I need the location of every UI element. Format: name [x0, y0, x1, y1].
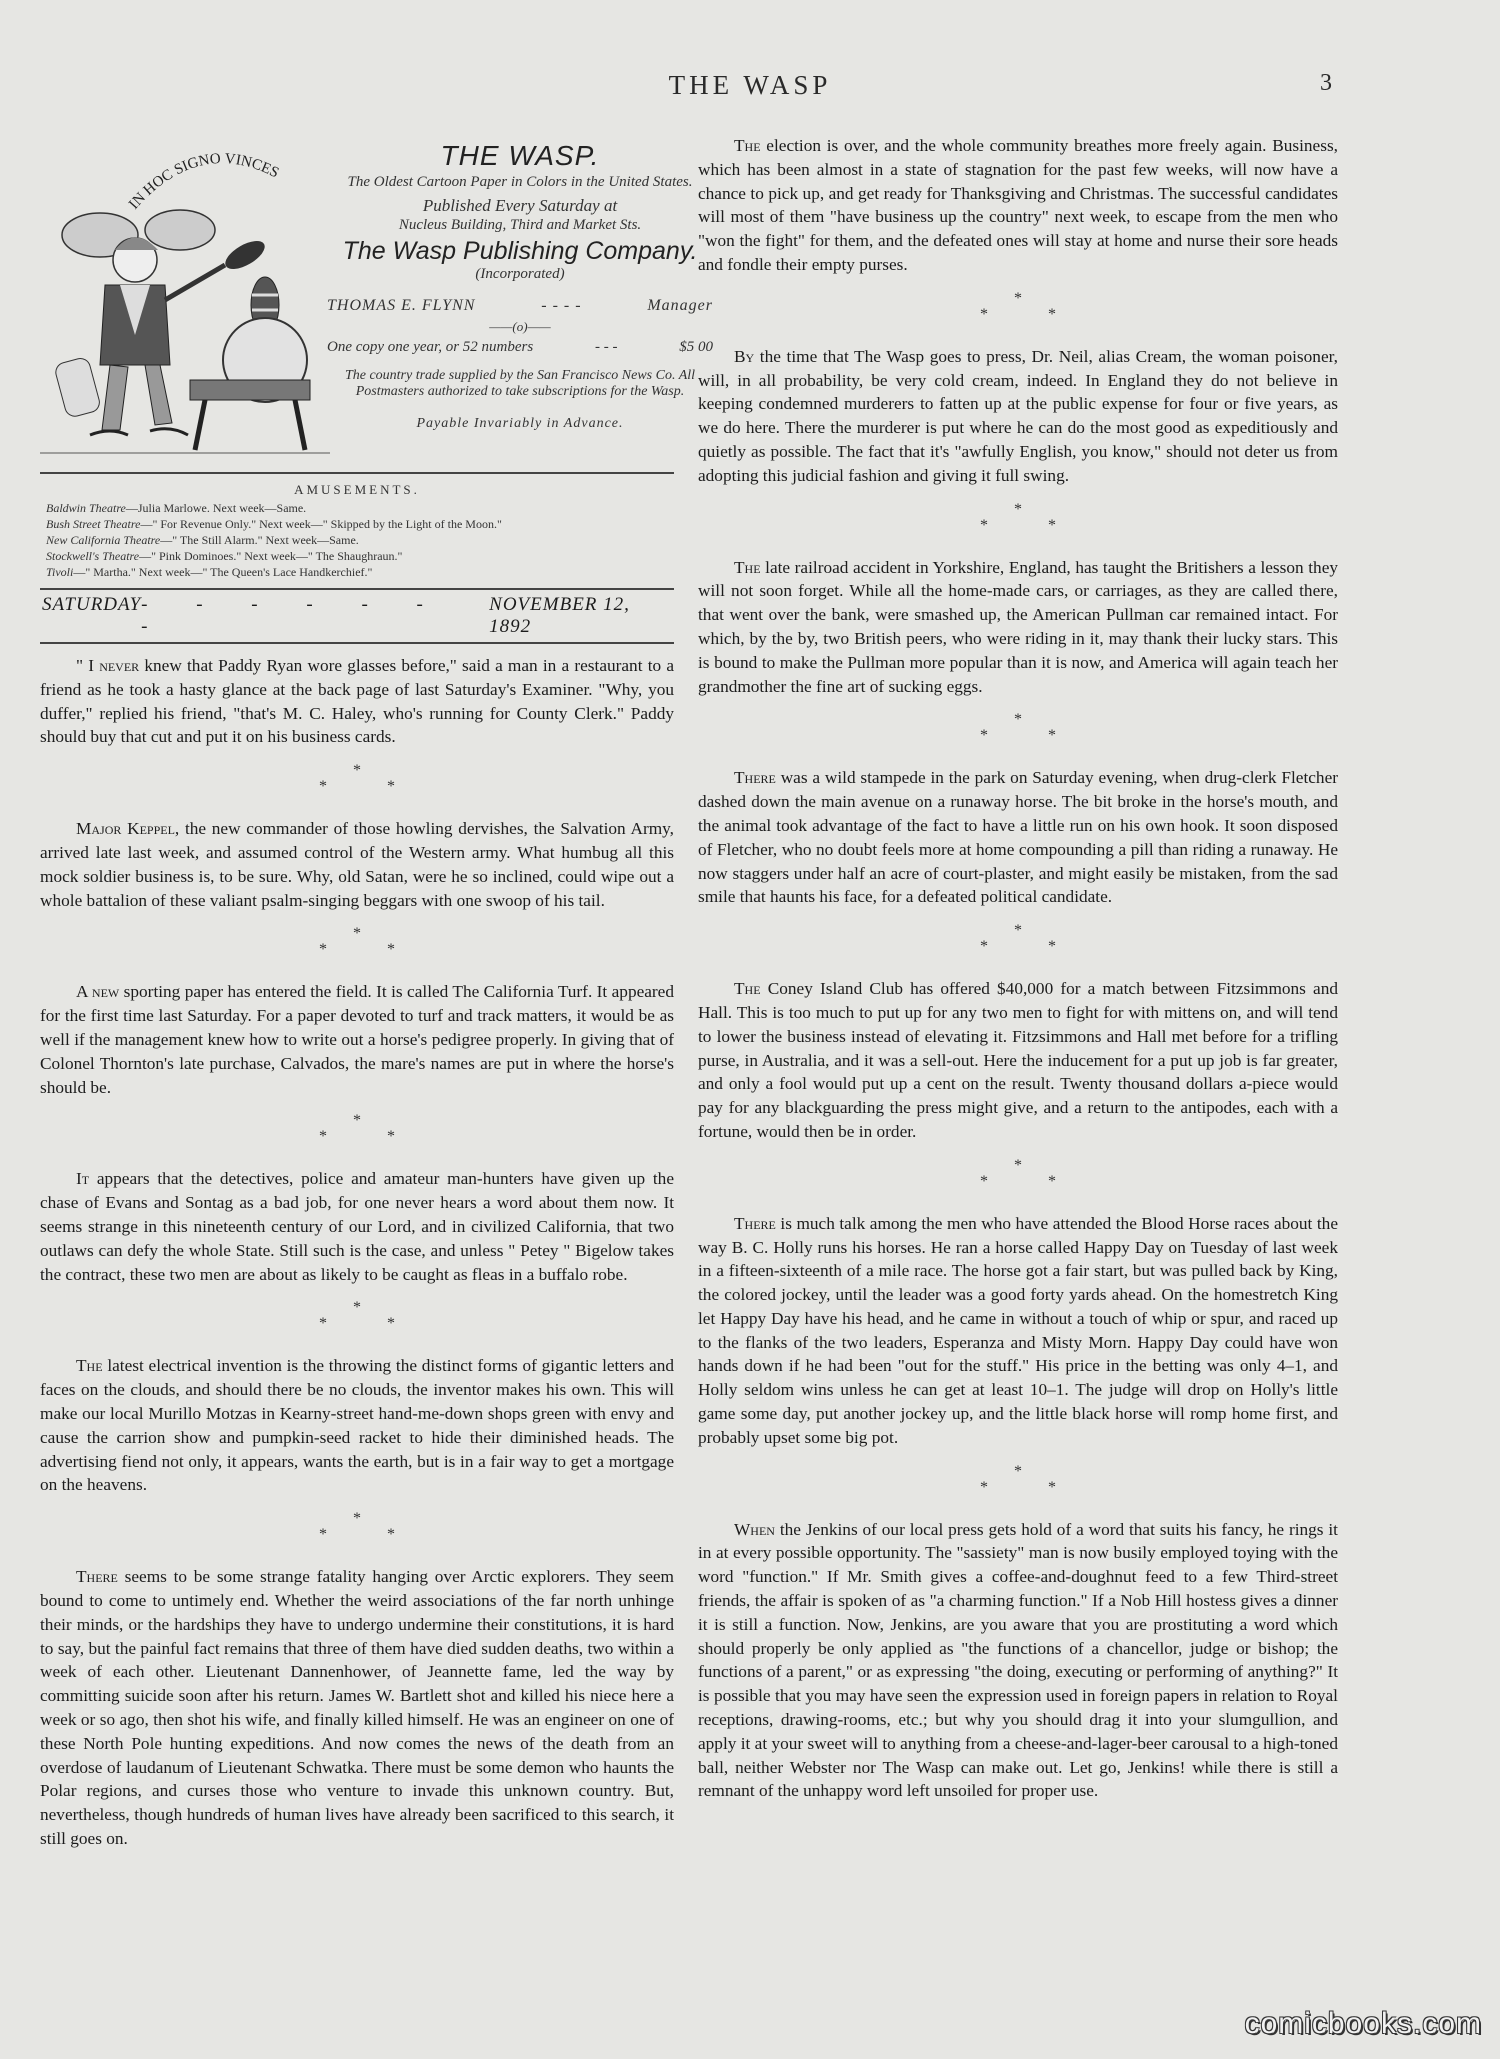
asterism-separator: * * * — [980, 289, 1084, 323]
left-column — [40, 130, 713, 1851]
price-value: $5 00 — [679, 339, 713, 355]
article-paragraph — [698, 1212, 1338, 1450]
svg-text:IN HOC SIGNO VINCES — [126, 151, 281, 213]
manager-title: Manager — [647, 297, 713, 314]
masthead-divider: ——(o)—— — [489, 319, 551, 334]
price-label: One copy one year, or 52 numbers — [327, 339, 534, 355]
paragraph-text: appears that the detectives, police and amateur man-hunters have given up the chase of Evans and Sontag as a bad job, for one never hears a word about them now. It seems strange in this nineteenth century of our Lord, and in civilized California, that two outlaws can defy the whole State. Still such is the case, and unless " Petey " Bigelow takes the contract, these two men are about as likely to be caught as fleas in a buffalo robe. — [40, 1169, 674, 1284]
paragraph-text: Coney Island Club has offered $40,000 for a match between Fitzsimmons and Hall. This is too much to put up for any two men to fight for with mittens on, and will tend to lower the business instead of elevating it. Fitzsimmons and Hall met before for a trifling purse, in Australia, and it was a sell-out. Here the inducement for a put up job is far greater, and only a fool would put up a cent on the result. Twenty thousand dollars a-piece would pay for any blackguarding the press might give, and a return to the antipodes, each with a fortune, would then be in order. — [698, 979, 1338, 1141]
asterism-separator: * * * — [980, 1156, 1084, 1190]
dateline-dashes: - - - - - - - — [141, 594, 445, 637]
price-row — [325, 339, 715, 356]
right-column — [698, 134, 1338, 1803]
article-paragraph — [698, 345, 1338, 488]
article-paragraph — [40, 1565, 674, 1851]
article-paragraph — [698, 977, 1338, 1144]
article-paragraph — [40, 817, 674, 912]
paragraph-text: election is over, and the whole community breathes more freely again. Business, which has been almost in a state of stagnation for the past few weeks, will now have a chance to pick up, and get ready for Thanksgiving and Christmas. The successful candidates will most of them "have business up the country" next week, to escape from the men who "won the fight" for them, and the defeated ones will stay at home and nurse their sore heads and fondle their empty purses. — [698, 136, 1338, 274]
amusement-item — [46, 532, 668, 548]
paragraph-text: seems to be some strange fatality hanging over Arctic explorers. They seem bound to come to untimely end. Whether the weird associations of the far north unhinge their minds, or the hardships they have to undergo undermine their constitutions, it is hard to say, but the painful fact remains that three of them have died sudden deaths, two within a week of each other. Lieutenant Dannenhower, of Jeannette fame, led the way by committing suicide soon after his return. James W. Bartlett shot and killed his niece here a week or so ago, then shot his wife, and finally killed himself. He was an engineer on one of these North Pole hunting expeditions. And now comes the news of the death from an overdose of laudanum of Lieutenant Schwatka. There must be some demon who haunts the Polar regions, and curses those who venture to invade this unknown country. But, nevertheless, though hundreds of human lives have already been sacrificed to this search, it still goes on. — [40, 1567, 674, 1848]
paragraph-lead: By — [734, 346, 755, 366]
paragraph-lead: The — [734, 136, 761, 155]
masthead-incorporated: (Incorporated) — [475, 266, 565, 282]
amusement-item — [46, 548, 668, 564]
masthead — [40, 130, 713, 468]
amusement-text: —" For Revenue Only." Next week—" Skipped by the Light of the Moon." — [140, 517, 502, 531]
amusement-theatre: Baldwin Theatre — [46, 501, 126, 515]
watermark-logo: comicbooks.com — [1244, 2007, 1482, 2040]
amusement-item — [46, 516, 668, 532]
amusement-theatre: New California Theatre — [46, 533, 161, 547]
masthead-text — [325, 140, 715, 432]
asterism-separator: * * * — [319, 1299, 423, 1333]
paragraph-text: the time that The Wasp goes to press, Dr. Neil, alias Cream, the woman poisoner, will, in all probability, be very cold cream, indeed. In England they do not believe in keeping condemned murderers to fatten up at the public expense for four or five years, as we do here. There the murderer is put where he can do the most good as expeditiously and quietly as possible. The fact that it's "awfully English, you know," should not deter us from adopting this judicial fashion and giving it full swing. — [698, 346, 1338, 485]
paragraph-lead: There — [734, 1213, 776, 1233]
asterism-separator: * * * — [319, 762, 423, 796]
masthead-address: Nucleus Building, Third and Market Sts. — [398, 217, 642, 233]
dateline — [40, 588, 674, 644]
asterism-separator: * * * — [980, 1462, 1084, 1496]
masthead-motto: IN HOC SIGNO VINCES — [126, 151, 282, 213]
paragraph-text: sporting paper has entered the field. It is called The California Turf. It appeared for the first time last Saturday. For a paper devoted to turf and track matters, it would be as well if the management knew how to write out a horse's pedigree properly. In giving that of Colonel Thornton's late purchase, Calvados, the mare's names are put in where the horse's should be. — [40, 982, 674, 1097]
amusements-box — [40, 478, 674, 588]
asterism-separator: * * * — [980, 500, 1084, 534]
paragraph-text: the new commander of those howling dervishes, the Salvation Army, arrived late last week, and assumed control of the Western army. What humbug all this mock soldier business is, to be sure. Why, old Satan, were he so inclined, could wipe out a whole battalion of these valiant psalm-singing beggars with one swoop of his tail. — [40, 819, 674, 910]
amusement-text: —" The Still Alarm." Next week—Same. — [160, 533, 359, 547]
manager-dashes: - - - - — [541, 297, 582, 314]
paragraph-text: latest electrical invention is the throwing the distinct forms of gigantic letters and faces on the clouds, and should there be no clouds, the inventor makes his own. This will make our local Murillo Motzas in Kearny-street hand-me-down shops green with envy and cause the carrion show and pumpkin-seed racket to hide their diminished heads. The advertising fiend not only, it appears, wants the earth, but is in a fair way to get a mortgage on the heavens. — [40, 1356, 674, 1495]
amusement-theatre: Bush Street Theatre — [46, 517, 141, 531]
paragraph-lead: Major Keppel, — [76, 819, 180, 839]
article-paragraph — [698, 556, 1338, 699]
paragraph-lead: A new — [76, 982, 120, 1002]
asterism-separator: * * * — [980, 711, 1084, 745]
article-paragraph — [698, 134, 1338, 277]
masthead-subtitle: The Oldest Cartoon Paper in Colors in the United States. — [347, 174, 693, 190]
dateline-day: SATURDAY — [42, 594, 142, 615]
paragraph-lead: The — [734, 979, 761, 999]
article-paragraph — [40, 1167, 674, 1286]
paragraph-text: is much talk among the men who have attended the Blood Horse races about the way B. C. Holly runs his horses. He ran a horse called Happy Day on Tuesday of last week in a fifteen-sixteenth of a mile race. The horse got a fair start, but was pulled back by King, the colored jockey, until the leader was a good forty yards ahead. On the homestretch King let Happy Day have his head, and he came in without a touch of whip or spur, and raced up to the flanks of the two leaders, Esperanza and Misty Morn. Happy Day could have won hands down if he had been "out for the stuff." His price in the betting was only 4–1, and Holly seldom wins unless he can get at least 10–1. The judge will drop on Holly's little game some day, put another jockey up, and the little black horse will romp home first, and probably upset some big pot. — [698, 1213, 1338, 1447]
price-dashes: - - - — [594, 339, 618, 355]
paragraph-text: the Jenkins of our local press gets hold of a word that suits his fancy, he rings it in at every possible opportunity. The "sassiety" man is now busily employed toying with the word "function." If Mr. Smith gives a coffee-and-doughnut feed to a few Third-street friends, the affair is spoken of as "a charming function." If a Nob Hill hostess gives a dinner it is still a function. Now, Jenkins, are you aware that you are prostituting a word which should properly be only applied as "the functions of a chancellor, judge or bishop; the functions of a parent," or as expressing "the doing, executing or performing of anything?" It is possible that you may have seen the expression used in foreign papers in relation to Royal receptions, drawing-rooms, etc.; but why you should drag it into your slumgullion, and apply it at your sweet will to anything from a cheese-and-lager-beer carousal to a high-toned ball, neither Webster nor The Wasp can make out. Let go, Jenkins! while there is still a remnant of the unhappy word left unsoiled for proper use. — [698, 1519, 1338, 1801]
amusements-title: AMUSEMENTS. — [294, 482, 420, 497]
paragraph-text: was a wild stampede in the park on Saturday evening, when drug-clerk Fletcher dashed down the main avenue on a runaway horse. The bit broke in the horse's mouth, and the animal took advantage of the fact to have a little run on his own hook. It soon disposed of Fletcher, who no doubt feels more at home compounding a pill than riding a runaway. He now staggers under half an acre of court-plaster, and might easily be mistaken, from the sad smile that haunts his face, for a defeated political candidate. — [698, 768, 1338, 907]
asterism-separator: * * * — [980, 922, 1084, 956]
paragraph-lead: There — [734, 768, 776, 788]
paragraph-lead: The — [76, 1356, 103, 1376]
masthead-rule — [40, 472, 674, 474]
paragraph-text: knew that Paddy Ryan wore glasses before," said a man in a restaurant to a friend as he took a hasty glance at the back page of last Saturday's Examiner. "Why, you duffer," replied his friend, "that's M. C. Haley, who's running for County Clerk." Paddy should buy that cut and put it on his business cards. — [40, 656, 674, 747]
article-paragraph — [40, 654, 674, 749]
amusement-item — [46, 500, 668, 516]
masthead-illustration — [40, 135, 330, 460]
asterism-separator: * * * — [319, 1510, 423, 1544]
masthead-company: The Wasp Publishing Company. — [342, 237, 698, 265]
amusement-text: —" Martha." Next week—" The Queen's Lace Handkerchief." — [73, 565, 373, 579]
manager-row — [325, 297, 715, 315]
paragraph-text: late railroad accident in Yorkshire, England, has taught the Britishers a lesson they will not soon forget. While all the home-made cars, or carriages, as they are called there, that went over the bank, were smashed up, the American Pullman car remained intact. For which, by the by, two British peers, who were riding in it, may thank their lucky stars. This is bound to make the Pullman more popular than it is now, and America will again teach her grandmother the fine art of sucking eggs. — [698, 557, 1338, 696]
article-paragraph — [698, 766, 1338, 909]
amusement-item — [46, 564, 668, 580]
masthead-title: THE WASP. — [440, 140, 600, 171]
asterism-separator: * * * — [319, 925, 423, 959]
masthead-published: Published Every Saturday at — [422, 196, 618, 215]
masthead-country-trade: The country trade supplied by the San Francisco News Co. All Postmasters authorized to take subscriptions for the Wasp. — [344, 368, 696, 399]
paragraph-lead: The — [734, 557, 761, 577]
paragraph-lead: When — [734, 1519, 775, 1539]
amusement-theatre: Stockwell's Theatre — [46, 549, 140, 563]
article-paragraph — [40, 1354, 674, 1497]
masthead-payable: Payable Invariably in Advance. — [416, 416, 624, 431]
amusement-text: —Julia Marlowe. Next week—Same. — [125, 501, 307, 515]
running-head: THE WASP — [668, 70, 832, 100]
page-number: 3 — [1320, 70, 1332, 96]
paragraph-lead: There — [76, 1567, 118, 1587]
asterism-separator: * * * — [319, 1112, 423, 1146]
manager-name: THOMAS E. FLYNN — [327, 297, 476, 314]
article-paragraph — [698, 1518, 1338, 1804]
amusement-text: —" Pink Dominoes." Next week—" The Shaughraun." — [139, 549, 403, 563]
paragraph-lead: " I never — [76, 656, 140, 675]
amusement-theatre: Tivoli — [46, 565, 74, 579]
dateline-date: NOVEMBER 12, 1892 — [489, 594, 630, 637]
article-paragraph — [40, 980, 674, 1099]
paragraph-lead: It — [76, 1169, 90, 1189]
